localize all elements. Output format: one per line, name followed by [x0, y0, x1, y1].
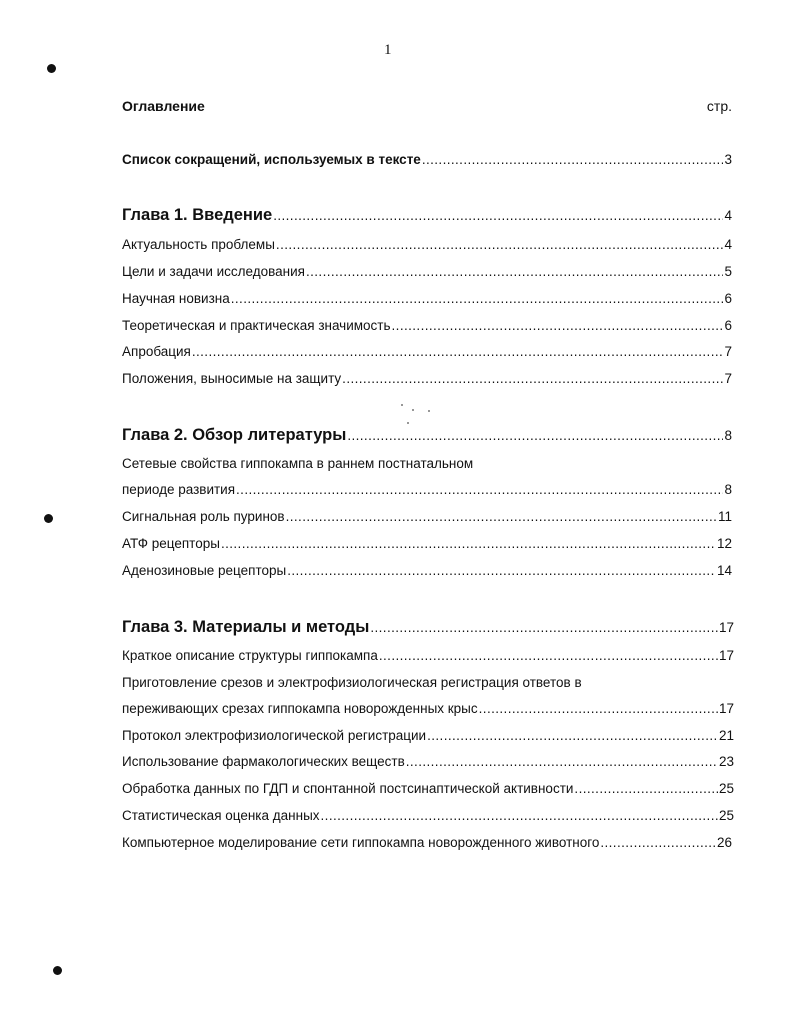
- toc-entry: Краткое описание структуры гиппокампа ..... 17: [122, 648, 734, 663]
- toc-entry: Компьютерное моделирование сети гиппокампа новорожденного животного ..... 26: [122, 835, 732, 850]
- toc-entry: Теоретическая и практическая значимость ..... 6: [122, 318, 732, 333]
- leader-dots: [221, 536, 716, 551]
- toc-entry-abbreviations: Список сокращений, используемых в тексте ..... 3: [122, 152, 732, 167]
- leader-dots: [276, 237, 724, 252]
- leader-dots: [392, 318, 724, 333]
- toc-entry: переживающих срезах гиппокампа новорожденных крыс ..... 17: [122, 701, 734, 716]
- leader-dots: [192, 344, 724, 359]
- leader-dots: [286, 509, 717, 524]
- leader-dots: [231, 291, 724, 306]
- leader-dots: [347, 428, 723, 443]
- toc-chapter-3: Глава 3. Материалы и методы ..... 17: [122, 618, 734, 637]
- scan-speck: [407, 422, 409, 424]
- scan-mark: [53, 966, 62, 975]
- toc-entry: Актуальность проблемы ..... 4: [122, 237, 732, 252]
- toc-chapter-2: Глава 2. Обзор литературы ..... 8: [122, 426, 732, 445]
- leader-dots: [273, 208, 723, 223]
- leader-dots: [379, 648, 718, 663]
- leader-dots: [479, 701, 718, 716]
- scan-speck: [428, 410, 430, 412]
- toc-entry: АТФ рецепторы ..... 12: [122, 536, 732, 551]
- toc-entry: Аденозиновые рецепторы ..... 14: [122, 563, 732, 578]
- scan-mark: [44, 514, 53, 523]
- leader-dots: [406, 754, 718, 769]
- scan-speck: [401, 404, 403, 406]
- toc-entry: Положения, выносимые на защиту ..... 7: [122, 371, 732, 386]
- page-column-label: стр.: [706, 98, 732, 114]
- toc-entry: Сигнальная роль пуринов ..... 11: [122, 509, 732, 524]
- leader-dots: [370, 620, 718, 635]
- leader-dots: [287, 563, 716, 578]
- toc-entry: Протокол электрофизиологической регистрации ..... 21: [122, 728, 734, 743]
- leader-dots: [600, 835, 716, 850]
- toc-entry: Статистическая оценка данных ..... 25: [122, 808, 734, 823]
- toc-entry: периоде развития ..... 8: [122, 482, 732, 497]
- toc-title: Оглавление: [122, 98, 205, 114]
- leader-dots: [422, 152, 724, 167]
- scan-speck: [412, 409, 414, 411]
- toc-entry: Обработка данных по ГДП и спонтанной постсинаптической активности ..... 25: [122, 781, 734, 796]
- leader-dots: [574, 781, 718, 796]
- leader-dots: [427, 728, 718, 743]
- toc-heading: [122, 98, 732, 114]
- toc-entry: Цели и задачи исследования ..... 5: [122, 264, 732, 279]
- toc-entry: Научная новизна ..... 6: [122, 291, 732, 306]
- toc-chapter-1: Глава 1. Введение ..... 4: [122, 206, 732, 225]
- leader-dots: [236, 482, 723, 497]
- scan-mark: [47, 64, 56, 73]
- leader-dots: [306, 264, 724, 279]
- toc-entry-line1: Приготовление срезов и электрофизиологическая регистрация ответов в: [122, 675, 582, 690]
- leader-dots: [342, 371, 723, 386]
- page-number: 1: [384, 42, 392, 58]
- leader-dots: [321, 808, 718, 823]
- toc-entry: Использование фармакологических веществ ..... 23: [122, 754, 734, 769]
- toc-entry-line1: Сетевые свойства гиппокампа в раннем постнатальном: [122, 456, 474, 471]
- toc-entry: Апробация ..... 7: [122, 344, 732, 359]
